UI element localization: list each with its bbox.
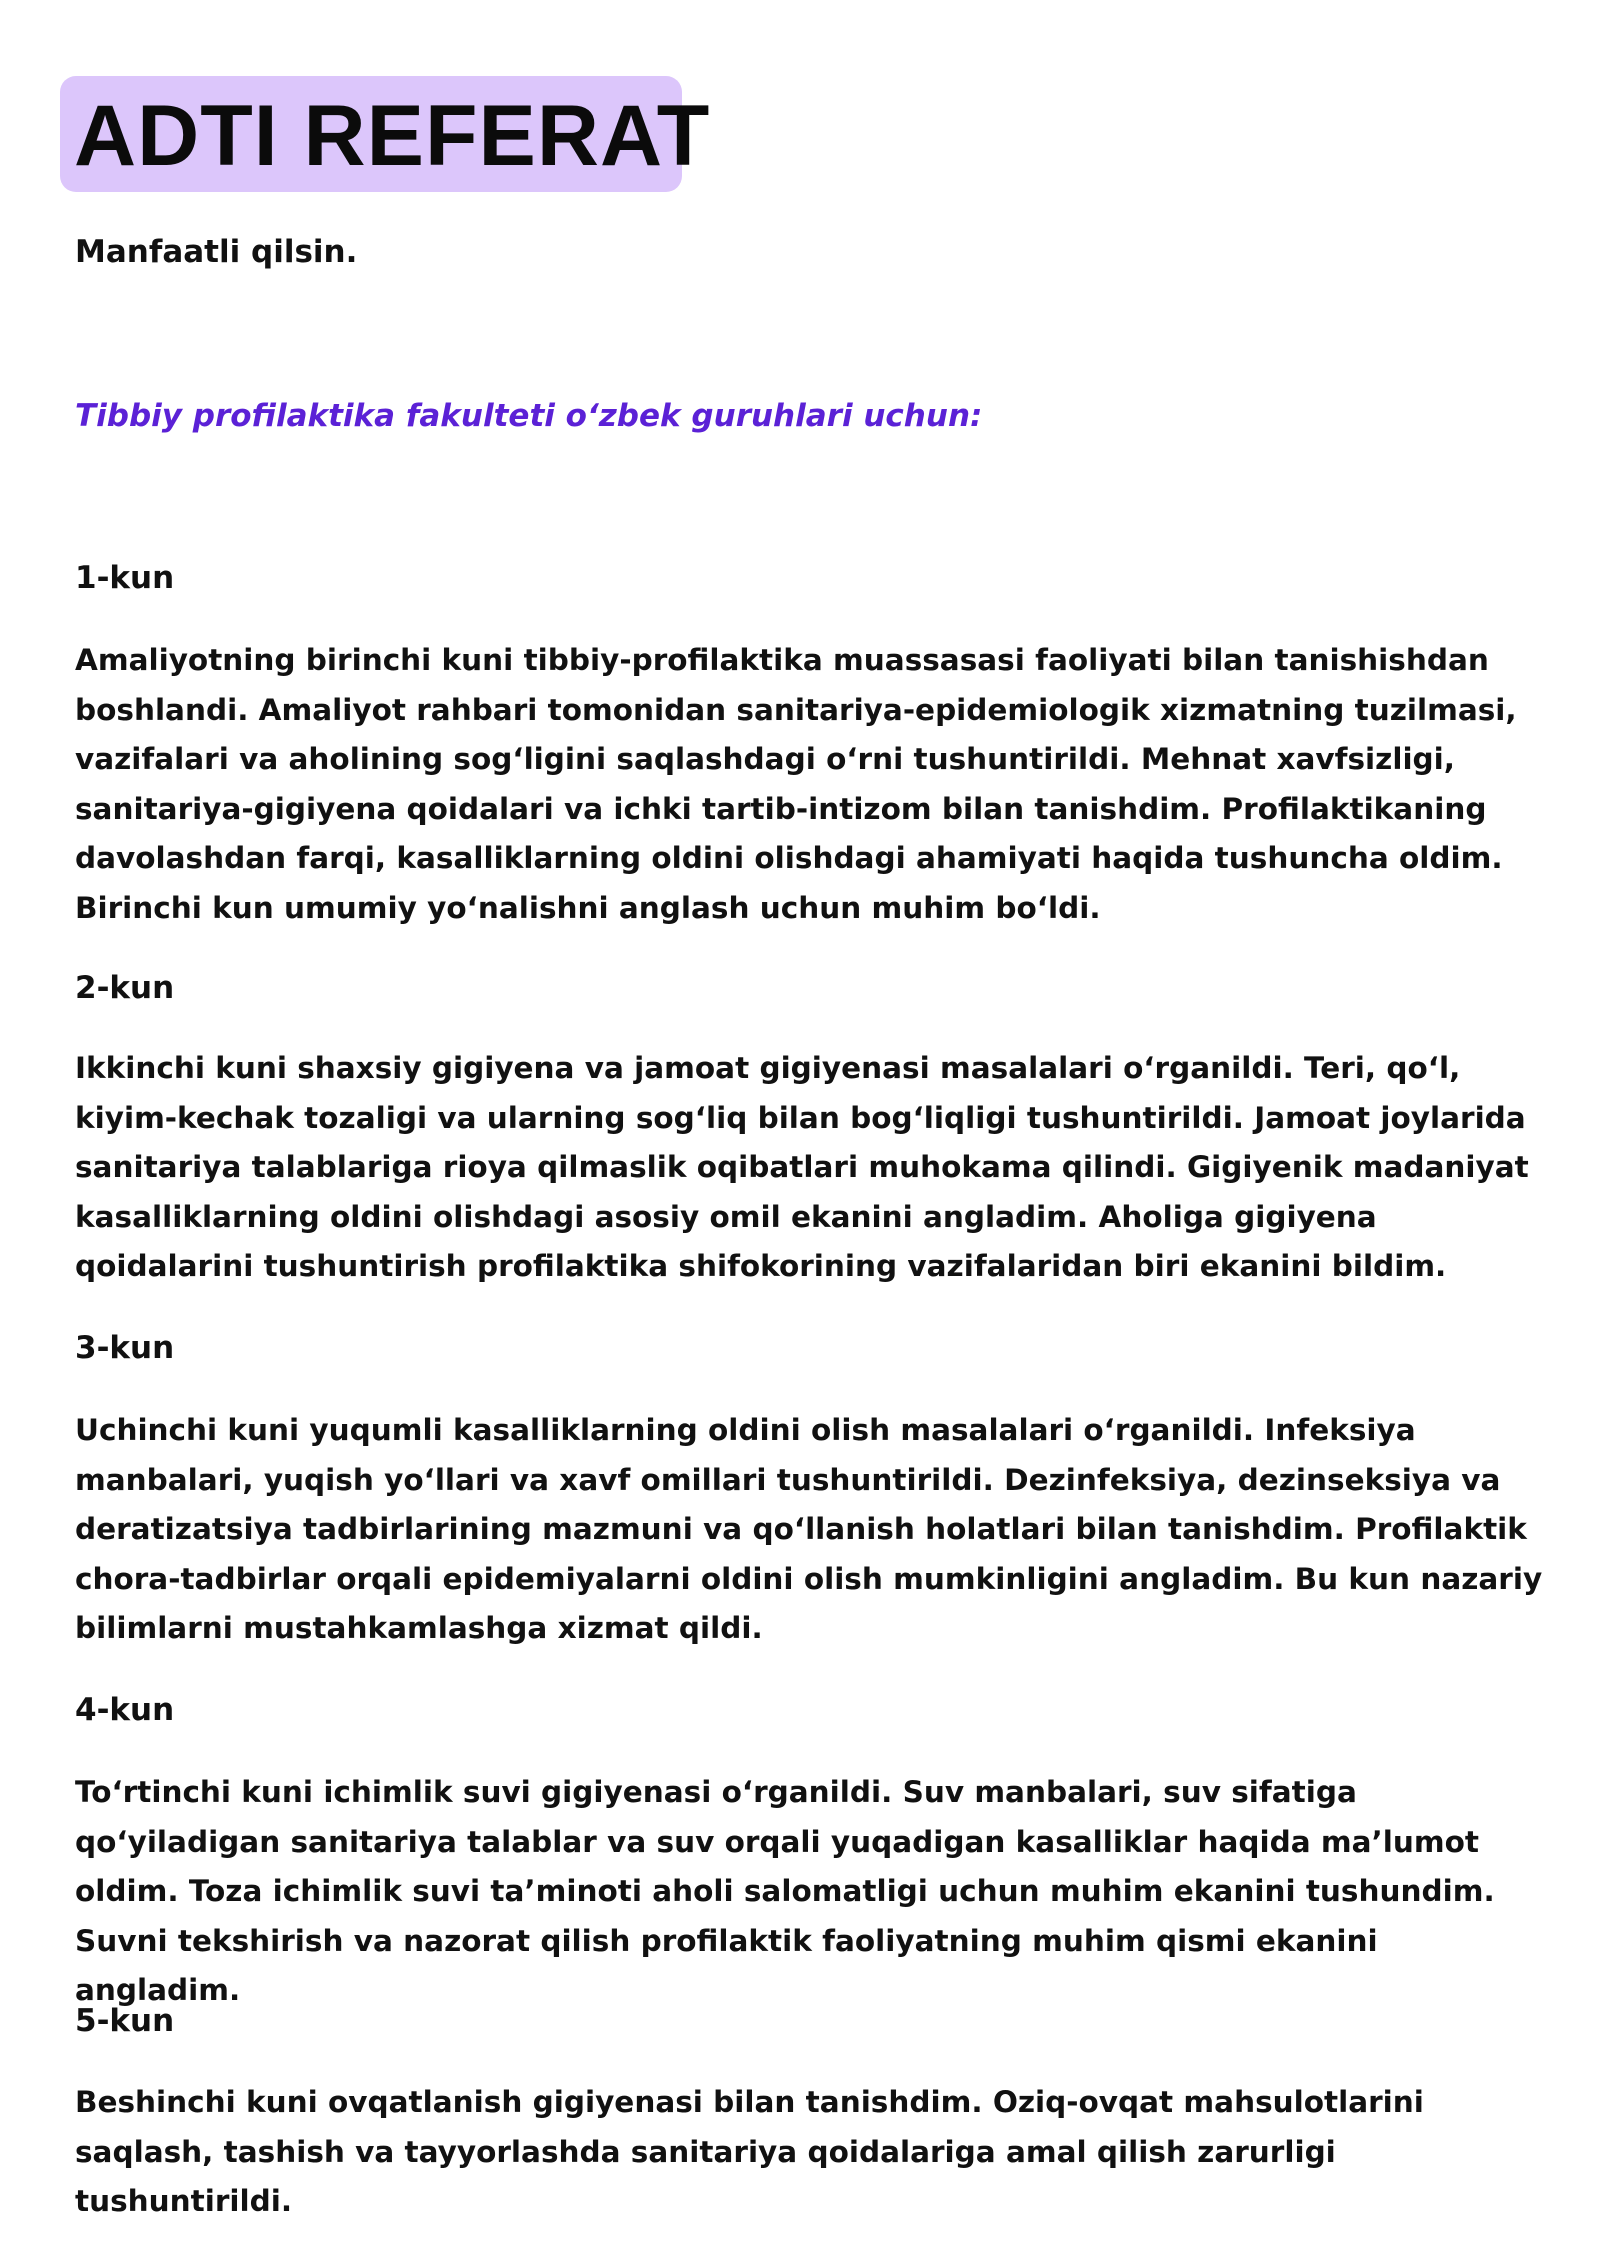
day-4-label: 4-kun (75, 1692, 175, 1728)
day-5-text: Beshinchi kuni ovqatlanish gigiyenasi bilan tanishdim. Oziq-ovqat mahsulotlarini saqlash, tashish va tayyorlashda sanitariya qoidalariga amal qilish zarurligi tushuntirildi. (75, 2085, 1424, 2219)
subtitle: Manfaatli qilsin. (75, 234, 358, 270)
day-1-text: Amaliyotning birinchi kuni tibbiy-profilaktika muassasasi faoliyati bilan tanishishdan boshlandi. Amaliyot rahbari tomonidan sanitariya-epidemiologik xizmatning tuzilmasi, vazifalari va aholining sog‘ligini saqlashdagi o‘rni tushuntirildi. Mehnat xavfsizligi, sanitariya-gigiyena qoidalari va ichki tartib-intizom bilan tanishdim. Profilaktikaning davolashdan farqi, kasalliklarning oldini olishdagi ahamiyati haqida tushuncha oldim. Birinchi kun umumiy yo‘nalishni anglash uchun muhim bo‘ldi. (75, 643, 1517, 925)
day-5-label: 5-kun (75, 2003, 175, 2039)
faculty-heading: Tibbiy profilaktika fakulteti o‘zbek guruhlari uchun: (75, 398, 983, 434)
page-title: ADTI REFERAT (74, 88, 711, 184)
day-1-label: 1-kun (75, 560, 175, 596)
day-3-text: Uchinchi kuni yuqumli kasalliklarning oldini olish masalalari o‘rganildi. Infeksiya manbalari, yuqish yo‘llari va xavf omillari tushuntirildi. Dezinfeksiya, dezinseksiya va deratizatsiya tadbirlarining mazmuni va qo‘llanish holatlari bilan tanishdim. Profilaktik chora-tadbirlar orqali epidemiyalarni oldini olish mumkinligini angladim. Bu kun nazariy bilimlarni mustahkamlashga xizmat qildi. (75, 1413, 1543, 1646)
day-2-label: 2-kun (75, 970, 175, 1006)
day-4-text: To‘rtinchi kuni ichimlik suvi gigiyenasi o‘rganildi. Suv manbalari, suv sifatiga qo‘yiladigan sanitariya talablar va suv orqali yuqadigan kasalliklar haqida ma’lumot oldim. Toza ichimlik suvi ta’minoti aholi salomatligi uchun muhim ekanini tushundim. Suvni tekshirish va nazorat qilish profilaktik faoliyatning muhim qismi ekanini angladim. (75, 1775, 1495, 2008)
day-2-text: Ikkinchi kuni shaxsiy gigiyena va jamoat gigiyenasi masalalari o‘rganildi. Teri, qo‘l, kiyim-kechak tozaligi va ularning sog‘liq bilan bog‘liqligi tushuntirildi. Jamoat joylarida sanitariya talablariga rioya qilmaslik oqibatlari muhokama qilindi. Gigiyenik madaniyat kasalliklarning oldini olishdagi asosiy omil ekanini angladim. Aholiga gigiyena qoidalarini tushuntirish profilaktika shifokorining vazifalaridan biri ekanini bildim. (75, 1051, 1529, 1284)
day-3-label: 3-kun (75, 1330, 175, 1366)
